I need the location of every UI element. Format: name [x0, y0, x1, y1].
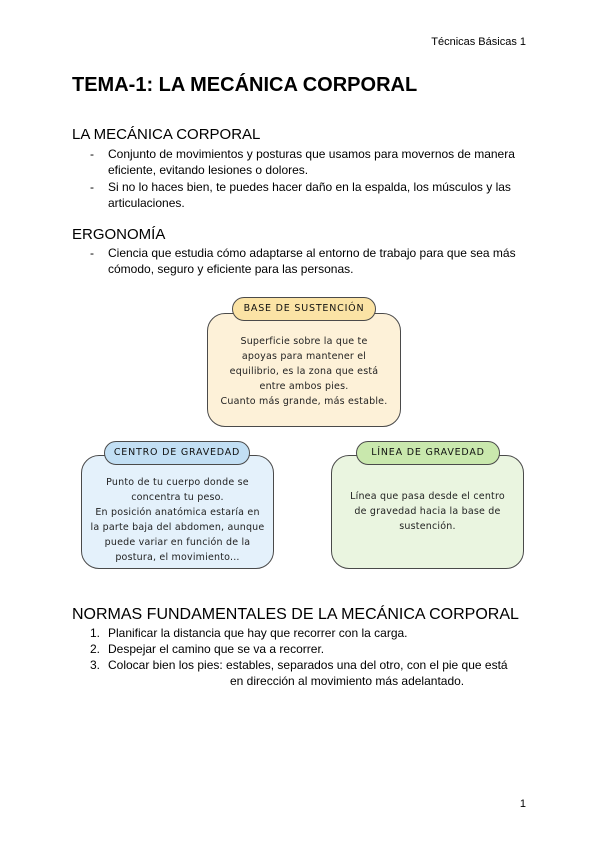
card-line: Punto de tu cuerpo donde se	[106, 477, 249, 488]
list-item-text: Conjunto de movimientos y posturas que usamos para movernos de manera eficiente, evitando lesiones o dolores.	[108, 147, 515, 177]
base-sustencion-text	[208, 334, 400, 409]
page-number: 1	[519, 798, 526, 810]
list-item	[90, 625, 530, 641]
card-line: la parte baja del abdomen, aunque	[90, 522, 265, 533]
section-title-ergonomia: ERGONOMÍA	[72, 226, 166, 243]
dash-marker: -	[90, 147, 94, 161]
linea-gravedad-text	[332, 489, 523, 534]
card-line: sustención.	[399, 521, 456, 532]
centro-gravedad-card	[81, 455, 274, 569]
list-item-text: Despejar el camino que se va a recorrer.	[108, 642, 325, 656]
base-sustencion-card	[207, 313, 401, 427]
dash-marker: -	[90, 180, 94, 194]
list-number: 2.	[90, 642, 101, 656]
list-number: 3.	[90, 658, 101, 672]
card-line: apoyas para mantener el	[241, 351, 367, 362]
section-title-mecanica: LA MECÁNICA CORPORAL	[72, 126, 261, 143]
list-item-continuation: en dirección al movimiento más adelantado.	[230, 674, 465, 688]
card-line: Cuanto más grande, más estable.	[220, 396, 388, 407]
list-item-text: Planificar la distancia que hay que recorrer con la carga.	[108, 626, 408, 640]
card-line: Superficie sobre la que te	[240, 336, 368, 347]
card-line: equilibrio, es la zona que está	[229, 366, 379, 377]
list-item	[90, 657, 530, 689]
page-title: TEMA-1: LA MECÁNICA CORPORAL	[72, 74, 418, 96]
card-line: entre ambos pies.	[259, 381, 349, 392]
base-sustencion-label: BASE DE SUSTENCIÓN	[232, 297, 376, 321]
linea-gravedad-label: LÍNEA DE GRAVEDAD	[356, 441, 500, 465]
list-item-text: Si no lo haces bien, te puedes hacer daño en la espalda, los músculos y las articulaciones.	[108, 180, 511, 210]
card-line: postura, el movimiento...	[115, 552, 240, 563]
normas-list	[90, 625, 530, 689]
list-item	[90, 179, 530, 211]
section-title-normas: NORMAS FUNDAMENTALES DE LA MECÁNICA CORPORAL	[72, 606, 519, 623]
centro-gravedad-text	[82, 475, 273, 565]
list-item	[90, 641, 530, 657]
list-item-text: Colocar bien los pies: estables, separados una del otro, con el pie que está	[108, 658, 508, 672]
list-item	[90, 245, 530, 277]
list-item	[90, 146, 530, 178]
list-number: 1.	[90, 626, 101, 640]
card-line: En posición anatómica estaría en	[95, 507, 260, 518]
card-line: concentra tu peso.	[131, 492, 224, 503]
dash-marker: -	[90, 246, 94, 260]
mecanica-list	[90, 146, 530, 212]
card-line: puede variar en función de la	[104, 537, 251, 548]
card-line: de gravedad hacia la base de	[354, 506, 501, 517]
centro-gravedad-label: CENTRO DE GRAVEDAD	[104, 441, 250, 465]
ergonomia-list	[90, 245, 530, 278]
running-header: Técnicas Básicas 1	[431, 36, 526, 48]
card-line: Línea que pasa desde el centro	[350, 491, 505, 502]
list-item-text: Ciencia que estudia cómo adaptarse al entorno de trabajo para que sea más cómodo, seguro y eficiente para las personas.	[108, 246, 516, 276]
linea-gravedad-card	[331, 455, 524, 569]
